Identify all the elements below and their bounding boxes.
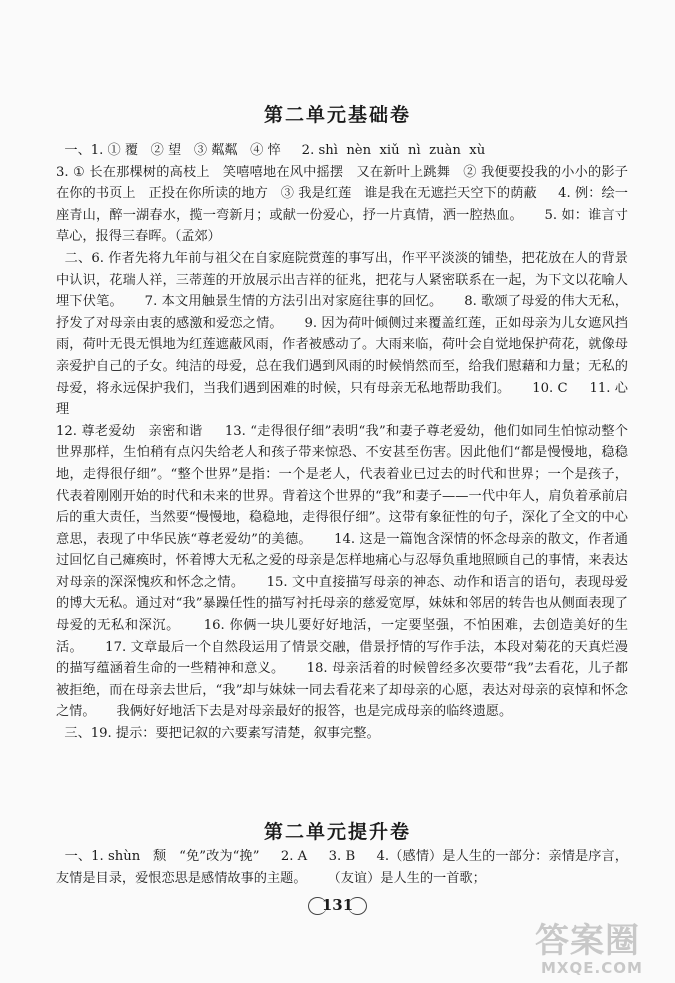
watermark-logo-text: 答案圈 (535, 921, 640, 961)
watermark-url-text: MXQE.COM (541, 959, 643, 977)
section-title-advanced: 第二单元提升卷 (263, 821, 411, 843)
section-answers-advanced: 一、1. shùn 颓 “免”改为“挽” 2. A 3. B 4.（感情）是人生的一部分：亲情是序言，友情是目录，爱恨恋思是感情故事的主题。 （友谊）是人生的一首歌； (56, 849, 628, 886)
section-title-basic: 第二单元基础卷 (263, 104, 411, 126)
page-number: 131 (300, 894, 375, 916)
section-answers-basic: 一、1. ① 覆 ② 望 ③ 粼粼 ④ 悴 2. shì nèn xiǔ nì zuàn xù 3. ① 长在那棵树的高枝上 笑嘻嘻地在风中摇摆 又在新叶上跳舞 ② 我便要投我的小小的影子在你的书页上 正投在你所读的地方 ③ 我是红莲 谁是我在无遮拦天空下的荫蔽 4. 例：绘一座青山，醉一湖春水，揽一弯新月；或献一份爱心，抒一片真情，洒一腔热血。 5. 如：谁言寸草心，报得三春晖。（孟郊） 二、6. 作者先将九年前与祖父在自家庭院赏莲的事写出，作平平淡淡的铺垫，把花放在人的背景中认识，花瑞人祥，三蒂莲的开放展示出吉祥的征兆，把花与人紧密联系在一起，为下文以花喻人埋下伏笔。 7. 本文用触景生情的方法引出对家庭往事的回忆。 8. 歌颂了母爱的伟大无私，抒发了对母亲由衷的感激和爱恋之情。 9. 因为荷叶倾侧过来覆盖红莲，正如母亲为儿女遮风挡雨，荷叶无畏无惧地为红莲遮蔽风雨，作者被感动了。大雨来临，荷叶会自觉地保护荷花，就像母亲爱护自己的子女。纯洁的母爱，总在我们遇到风雨的时候悄然而至，给我们慰藉和力量；无私的母爱，将永远保护我们，当我们遇到困难的时候，只有母亲无私地帮助我们。 10. C 11. 心理 12. 尊老爱幼 亲密和谐 13. “走得很仔细”表明“我”和妻子尊老爱幼，他们如同生怕惊动整个世界那样，生怕稍有点闪失给老人和孩子带来惊恐、不安甚至伤害。因此他们“都是慢慢地，稳稳地，走得很仔细”。“整个世界”是指：一个是老人，代表着业已过去的时代和世界；一个是孩子，代表着刚刚开始的时代和未来的世界。背着这个世界的“我”和妻子——一代中年人，肩负着承前启后的重大责任，当然要“慢慢地，稳稳地，走得很仔细”。这带有象征性的句子，深化了全文的中心意思，表现了中华民族“尊老爱幼”的美德。 14. 这是一篇饱含深情的怀念母亲的散文，作者通过回忆自己瘫痪时，怀着博大无私之爱的母亲是怎样地痛心与忍辱负重地照顾自己的事情，来表达对母亲的深深愧疚和怀念之情。 15. 文中直接描写母亲的神态、动作和语言的语句，表现母爱的博大无私。通过对“我”暴躁任性的描写衬托母亲的慈爱宽厚，妹妹和邻居的转告也从侧面表现了母爱的无私和深沉。 16. 你俩一块儿要好好地活，一定要坚强，不怕困难，去创造美好的生活。 17. 文章最后一个自然段运用了情景交融，借景抒情的写作手法，本段对菊花的天真烂漫的描写蕴涵着生命的一些精神和意义。 18. 母亲活着的时候曾经多次要带“我”去看花，儿子都被拒绝，而在母亲去世后，“我”却与妹妹一同去看花来了却母亲的心愿，表达对母亲的哀悼和怀念之情。 我俩好好地活下去是对母亲最好的报答，也是完成母亲的临终遗愿。 三、19. 提示：要把记叙的六要素写清楚，叙事完整。 (56, 143, 628, 742)
site-watermark-logo (535, 913, 670, 979)
